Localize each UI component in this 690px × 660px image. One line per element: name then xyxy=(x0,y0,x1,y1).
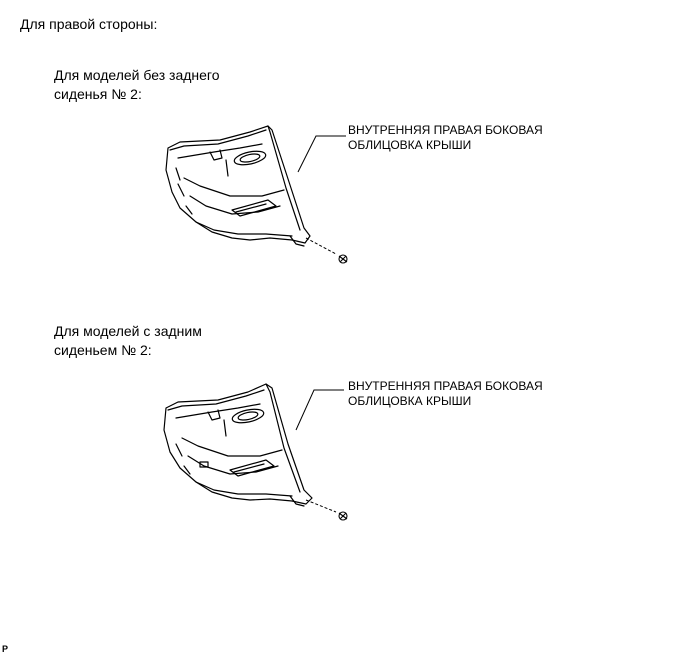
section-2-caption-line2: сиденьем № 2: xyxy=(54,342,152,358)
page-heading: Для правой стороны: xyxy=(20,16,158,32)
section-1-bolt-dashed-line xyxy=(306,238,336,254)
section-2-caption-line1: Для моделей с задним xyxy=(54,323,202,339)
section-1-caption-line2: сиденья № 2: xyxy=(54,86,142,102)
section-1-callout-line2: ОБЛИЦОВКА КРЫШИ xyxy=(348,138,472,152)
section-2-callout-line1: ВНУТРЕННЯЯ ПРАВАЯ БОКОВАЯ xyxy=(348,379,543,393)
section-2-bolt-dashed-line xyxy=(306,500,336,512)
section-2-trim-panel-drawing xyxy=(164,384,312,506)
section-1-caption-line1: Для моделей без заднего xyxy=(54,67,220,83)
section-1-leader-line xyxy=(298,136,346,172)
section-2-caption xyxy=(54,322,294,360)
section-1-trim-panel-drawing xyxy=(166,126,310,246)
figure-code: P xyxy=(2,644,9,654)
section-1-callout-line1: ВНУТРЕННЯЯ ПРАВАЯ БОКОВАЯ xyxy=(348,123,543,137)
section-2-callout-line2: ОБЛИЦОВКА КРЫШИ xyxy=(348,394,472,408)
section-1-bolt-icon xyxy=(339,255,347,263)
section-2-bolt-icon xyxy=(339,512,347,520)
section-2-callout xyxy=(348,379,648,409)
section-2-leader-line xyxy=(296,390,344,430)
